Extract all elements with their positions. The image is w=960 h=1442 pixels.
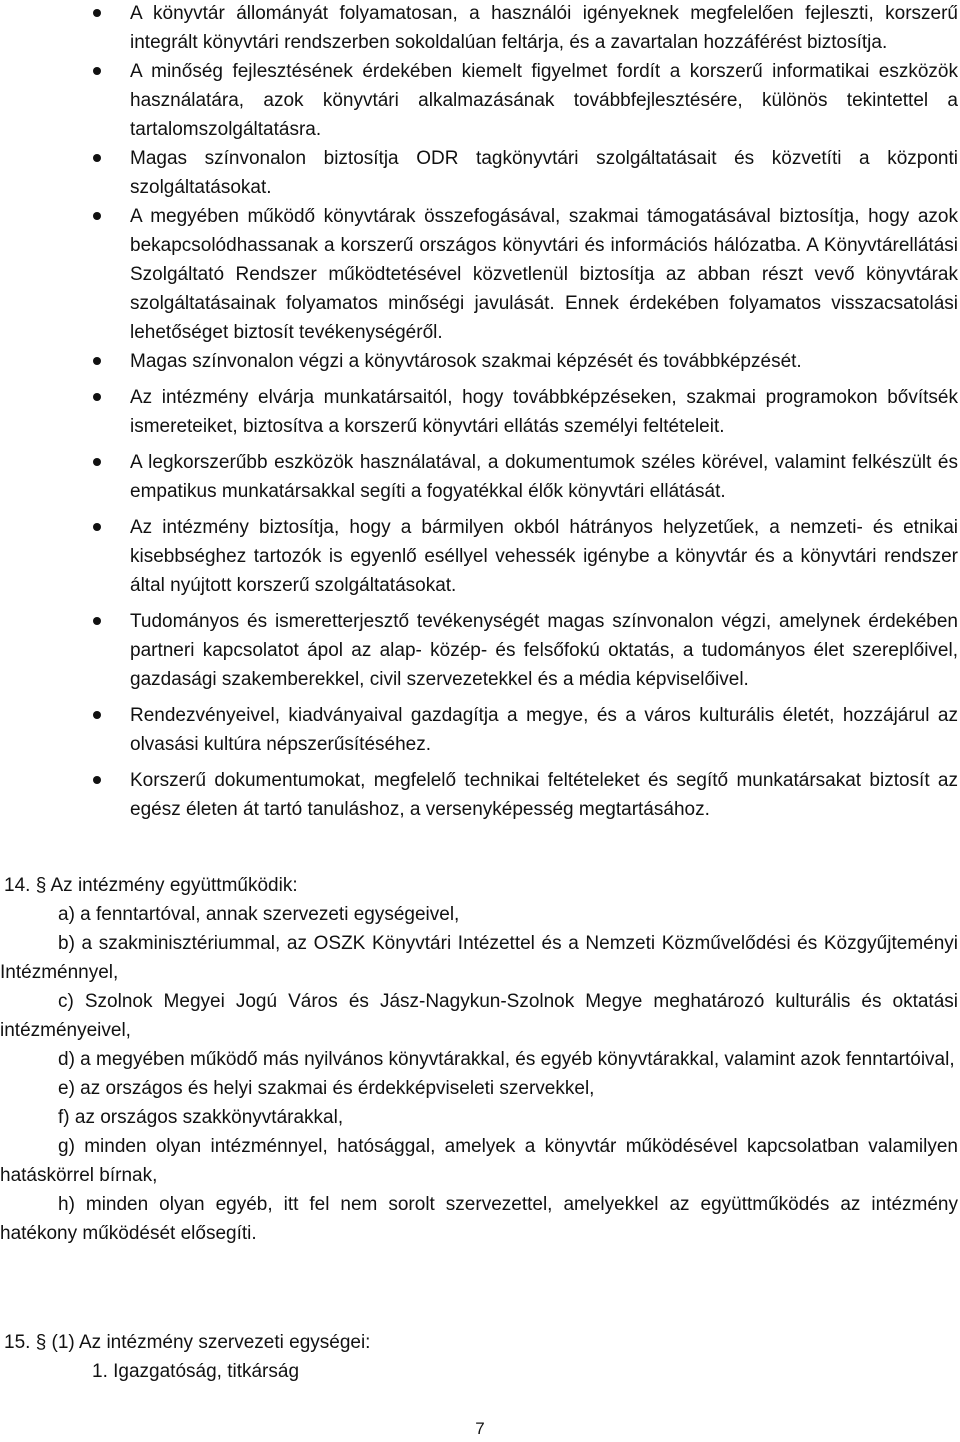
bullet-icon xyxy=(93,711,101,719)
list-item xyxy=(130,513,958,600)
bullet-icon xyxy=(93,458,101,466)
list-item xyxy=(130,202,958,347)
cooperation-item: g) minden olyan intézménnyel, hatósággal, amelyek a könyvtár működésével kapcsolatban valamilyen hatáskörrel bírnak, xyxy=(0,1136,958,1186)
list-item xyxy=(130,0,958,57)
cooperation-item: c) Szolnok Megyei Jogú Város és Jász-Nagykun-Szolnok Megye meghatározó kulturális és oktatási intézményeivel, xyxy=(0,991,958,1041)
section-15 xyxy=(0,1328,958,1386)
list-item-text: Az intézmény elvárja munkatársaitól, hogy továbbképzéseken, szakmai programokon bővítsék ismereteiket, biztosítva a korszerű könyvtári ellátás személyi feltételeit. xyxy=(130,387,958,437)
list-item-text: Magas színvonalon végzi a könyvtárosok szakmai képzését és továbbképzését. xyxy=(130,351,802,372)
cooperation-item: b) a szakminisztériummal, az OSZK Könyvtári Intézettel és a Nemzeti Közművelődési és Közgyűjteményi Intézménnyel, xyxy=(0,933,958,983)
bullet-icon xyxy=(93,357,101,365)
list-item xyxy=(130,701,958,759)
list-item xyxy=(130,766,958,824)
org-unit-item: 1. Igazgatóság, titkárság xyxy=(92,1361,300,1382)
list-item xyxy=(130,607,958,694)
bullet-icon xyxy=(93,9,101,17)
list-item-text: A minőség fejlesztésének érdekében kiemelt figyelmet fordít a korszerű informatikai eszközök használatára, azok könyvtári alkalmazásának továbbfejlesztésére, különös tekintettel a tartalomszolgáltatásra. xyxy=(130,61,958,140)
list-item-text: A könyvtár állományát folyamatosan, a használói igényeknek megfelelően fejleszti, korszerű integrált könyvtári rendszerben sokoldalúan feltárja, és a zavartalan hozzáférést biztosítja. xyxy=(130,3,958,53)
page-number: 7 xyxy=(475,1419,485,1438)
list-item-text: Rendezvényeivel, kiadványaival gazdagítja a megye, és a város kulturális életét, hozzájárul az olvasási kultúra népszerűsítéséhez. xyxy=(130,705,958,755)
bullet-icon xyxy=(93,154,101,162)
bullet-icon xyxy=(93,523,101,531)
cooperation-item: a) a fenntartóval, annak szervezeti egységeivel, xyxy=(58,904,460,925)
list-item xyxy=(130,144,958,202)
list-item-text: Tudományos és ismeretterjesztő tevékenységét magas színvonalon végzi, amelynek érdekében partneri kapcsolatot ápol az alap- közép- és felsőfokú oktatás, a tudományos élet szereplőivel, gazdasági szakemberekkel, civil szervezetekkel és a média képviselőivel. xyxy=(130,611,958,690)
bullet-icon xyxy=(93,617,101,625)
cooperation-item: d) a megyében működő más nyilvános könyvtárakkal, és egyéb könyvtárakkal, valamint azok fenntartóival, xyxy=(58,1049,955,1070)
list-item-text: Az intézmény biztosítja, hogy a bármilyen okból hátrányos helyzetűek, a nemzeti- és etnikai kisebbséghez tartozók is egyenlő eséllyel vehessék igénybe a könyvtár és a könyvtári rendszer által nyújtott korszerű szolgáltatásokat. xyxy=(130,517,958,596)
section-14-heading: 14. § Az intézmény együttműködik: xyxy=(4,875,298,896)
list-item xyxy=(130,448,958,506)
cooperation-item: e) az országos és helyi szakmai és érdekképviseleti szervekkel, xyxy=(58,1078,595,1099)
list-item-text: A megyében működő könyvtárak összefogásával, szakmai támogatásával biztosítja, hogy azok bekapcsolódhassanak a korszerű országos könyvtári és információs hálózatba. A Könyvtárellátási Szolgáltató Rendszer működtetésével közvetlenül biztosítja az abban részt vevő könyvtárak szolgáltatásainak folyamatos minőségi javulását. Ennek érdekében folyamatos visszacsatolási lehetőséget biztosít tevékenységéről. xyxy=(130,206,958,343)
cooperation-item: h) minden olyan egyéb, itt fel nem sorolt szervezettel, amelyekkel az együttműködés az intézmény hatékony működését elősegíti. xyxy=(0,1194,958,1244)
list-item-text: Magas színvonalon biztosítja ODR tagkönyvtári szolgáltatásait és közvetíti a központi szolgáltatásokat. xyxy=(130,148,958,198)
list-item xyxy=(130,347,958,376)
section-15-heading: 15. § (1) Az intézmény szervezeti egységei: xyxy=(4,1332,371,1353)
list-item xyxy=(130,57,958,144)
bullet-icon xyxy=(93,67,101,75)
bullet-icon xyxy=(93,393,101,401)
bullet-icon xyxy=(93,776,101,784)
list-item-text: A legkorszerűbb eszközök használatával, a dokumentumok széles körével, valamint felkészült és empatikus munkatársakkal segíti a fogyatékkal élők könyvtári ellátását. xyxy=(130,452,958,502)
list-item-text: Korszerű dokumentumokat, megfelelő technikai feltételeket és segítő munkatársakat biztosít az egész életen át tartó tanuláshoz, a versenyképesség megtartásához. xyxy=(130,770,958,820)
bullet-icon xyxy=(93,212,101,220)
list-item xyxy=(130,383,958,441)
cooperation-item: f) az országos szakkönyvtárakkal, xyxy=(58,1107,344,1128)
section-14 xyxy=(0,871,958,1248)
